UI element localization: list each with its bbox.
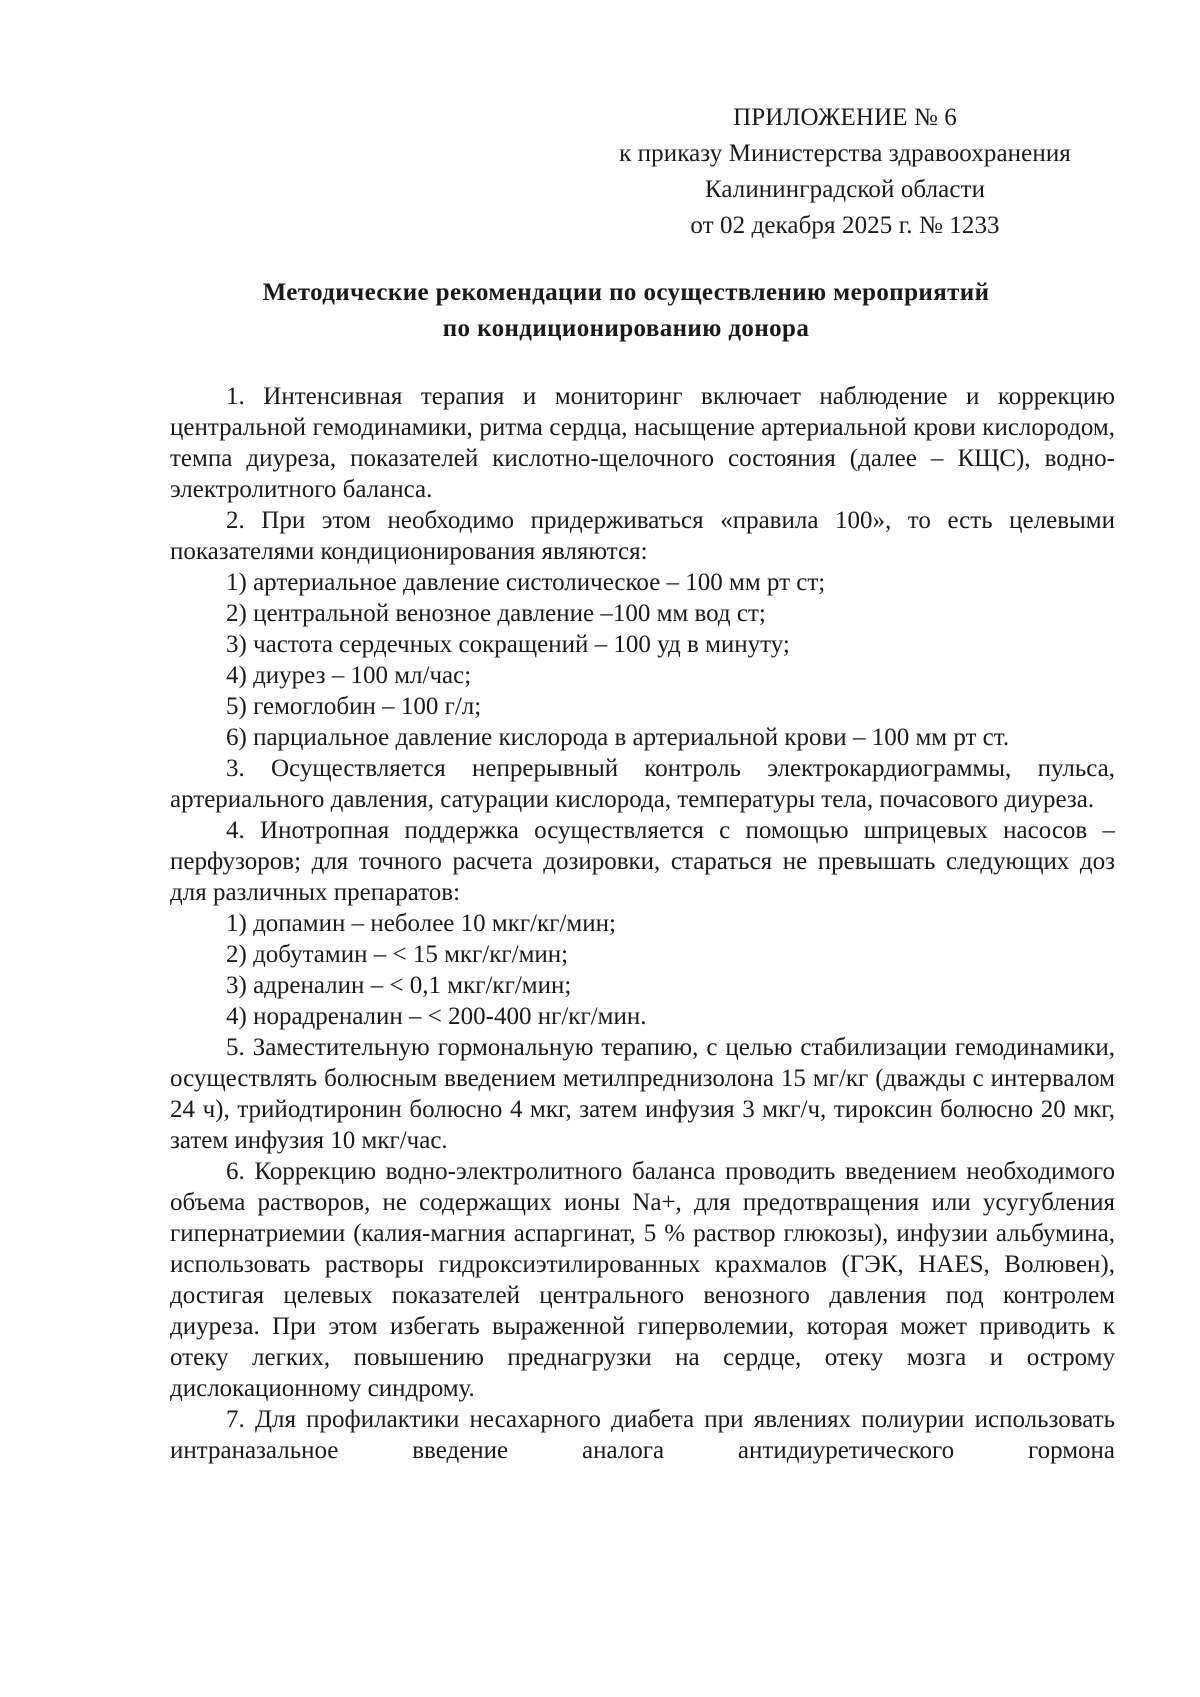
paragraph-2: 2. При этом необходимо придерживаться «правила 100», то есть целевыми показателями кондиционирования являются:	[170, 507, 1115, 565]
paragraph-3: 3. Осуществляется непрерывный контроль электрокардиограммы, пульса, артериального давления, сатурации кислорода, температуры тела, почасового диуреза.	[170, 755, 1115, 813]
list-item: 4) норадреналин – < 200-400 нг/кг/мин.	[226, 1003, 647, 1030]
list-item: 4) диурез – 100 мл/час;	[226, 662, 472, 689]
paragraph-4: 4. Инотропная поддержка осуществляется с помощью шприцевых насосов – перфузоров; для точного расчета дозировки, стараться не превышать следующих доз для различных препаратов:	[170, 817, 1115, 906]
paragraph-5: 5. Заместительную гормональную терапию, с целью стабилизации гемодинамики, осуществлять болюсным введением метилпреднизолона 15 мг/кг (дважды с интервалом 24 ч), трийодтиронин болюсно 4 мкг, затем инфузия 3 мкг/ч, тироксин болюсно 20 мкг, затем инфузия 10 мкг/час.	[170, 1034, 1115, 1154]
list-item: 1) допамин – неболее 10 мкг/кг/мин;	[226, 910, 616, 937]
list-item: 2) центральной венозное давление –100 мм вод ст;	[226, 600, 766, 627]
list-item: 5) гемоглобин – 100 г/л;	[226, 693, 482, 720]
appendix-order-date: от 02 декабря 2025 г. № 1233	[690, 212, 1000, 239]
list-item: 1) артериальное давление систолическое – 100 мм рт ст;	[226, 569, 826, 596]
list-item: 6) парциальное давление кислорода в артериальной крови – 100 мм рт ст.	[226, 724, 1010, 751]
paragraph-6: 6. Коррекцию водно-электролитного баланса проводить введением необходимого объема растворов, не содержащих ионы Na+, для предотвращения или усугубления гипернатриемии (калия-магния аспаргинат, 5 % раствор глюкозы), инфузии альбумина, использовать растворы гидроксиэтилированных крахмалов (ГЭК, HAES, Волювен), достигая целевых показателей центрального венозного давления под контролем диуреза. При этом избегать выраженной гиперволемии, которая может приводить к отеку легких, повышению преднагрузки на сердце, отеку мозга и острому дислокационному синдрому.	[170, 1158, 1115, 1402]
appendix-header	[560, 100, 1130, 244]
paragraph-7: 7. Для профилактики несахарного диабета при явлениях полиурии использовать интраназальное введение аналога антидиуретического гормона	[170, 1406, 1115, 1464]
paragraph-1: 1. Интенсивная терапия и мониторинг включает наблюдение и коррекцию центральной гемодинамики, ритма сердца, насыщение артериальной крови кислородом, темпа диуреза, показателей кислотно-щелочного состояния (далее – КЩС), водно-электролитного баланса.	[170, 383, 1115, 503]
appendix-order-ref: к приказу Министерства здравоохранения	[619, 140, 1071, 167]
document-title	[170, 275, 1082, 347]
document-body	[170, 381, 1115, 1466]
list-item: 3) адреналин – < 0,1 мкг/кг/мин;	[226, 972, 572, 999]
list-item: 2) добутамин – < 15 мкг/кг/мин;	[226, 941, 569, 968]
appendix-number: ПРИЛОЖЕНИЕ № 6	[733, 104, 957, 131]
document-title-line-2: по кондиционированию донора	[442, 315, 810, 342]
appendix-region: Калининградской области	[704, 176, 986, 203]
list-item: 3) частота сердечных сокращений – 100 уд в минуту;	[226, 631, 790, 658]
document-title-line-1: Методические рекомендации по осуществлению мероприятий	[262, 279, 990, 306]
